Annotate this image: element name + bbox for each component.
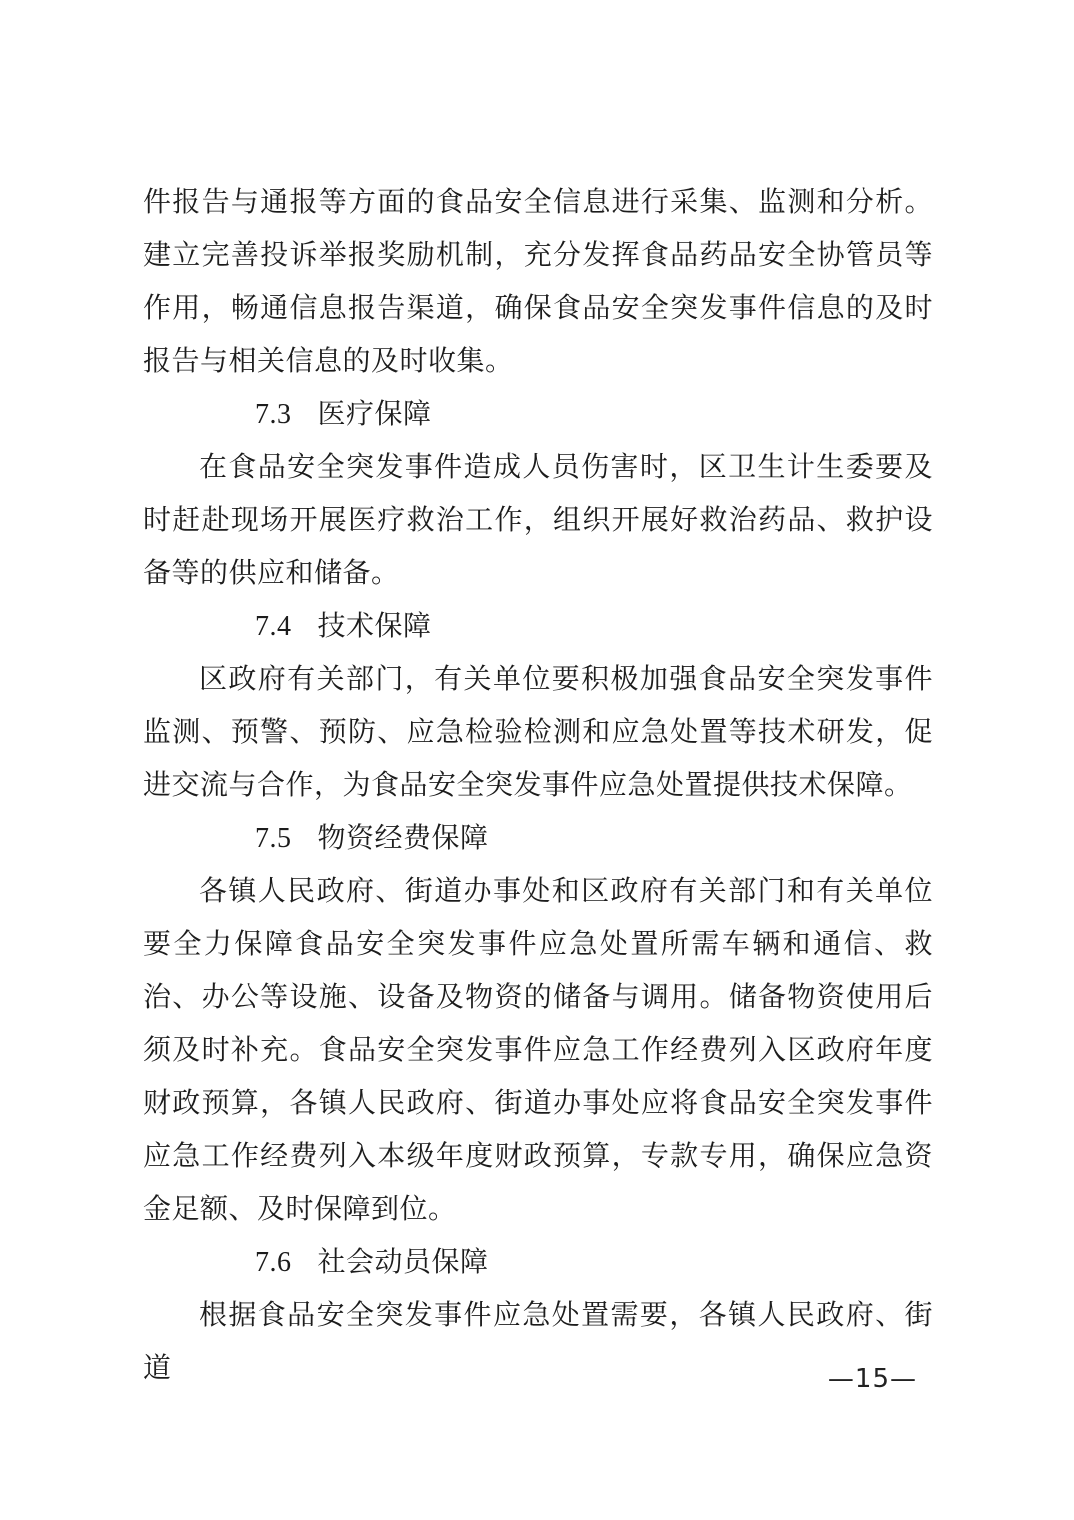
page-number: —15— [827, 1364, 917, 1394]
section-title: 医疗保障 [317, 399, 432, 430]
document-text-block [143, 176, 933, 1395]
paragraph: 区政府有关部门，有关单位要积极加强食品安全突发事件监测、预警、预防、应急检验检测和应急处置等技术研发，促进交流与合作，为食品安全突发事件应急处置提供技术保障。 [143, 664, 933, 801]
paragraph: 各镇人民政府、街道办事处和区政府有关部门和有关单位要全力保障食品安全突发事件应急处置所需车辆和通信、救治、办公等设施、设备及物资的储备与调用。储备物资使用后须及时补充。食品安全突发事件应急工作经费列入区政府年度财政预算，各镇人民政府、街道办事处应将食品安全突发事件应急工作经费列入本级年度财政预算，专款专用，确保应急资金足额、及时保障到位。 [143, 876, 933, 1225]
paragraph: 根据食品安全突发事件应急处置需要，各镇人民政府、街道 [143, 1300, 933, 1384]
section-title: 技术保障 [317, 611, 432, 642]
paragraph-continuation: 件报告与通报等方面的食品安全信息进行采集、监测和分析。建立完善投诉举报奖励机制，充分发挥食品药品安全协管员等作用，畅通信息报告渠道，确保食品安全突发事件信息的及时报告与相关信息的及时收集。 [143, 187, 933, 377]
section-heading [143, 388, 933, 441]
section-number: 7.4 [255, 611, 292, 642]
paragraph: 在食品安全突发事件造成人员伤害时，区卫生计生委要及时赶赴现场开展医疗救治工作，组织开展好救治药品、救护设备等的供应和储备。 [143, 452, 933, 589]
section-number: 7.6 [255, 1247, 292, 1278]
section-title: 社会动员保障 [317, 1247, 489, 1278]
section-number: 7.5 [255, 823, 292, 854]
section-heading [143, 1236, 933, 1289]
section-heading [143, 600, 933, 653]
section-title: 物资经费保障 [317, 823, 489, 854]
section-heading [143, 812, 933, 865]
section-number: 7.3 [255, 399, 292, 430]
